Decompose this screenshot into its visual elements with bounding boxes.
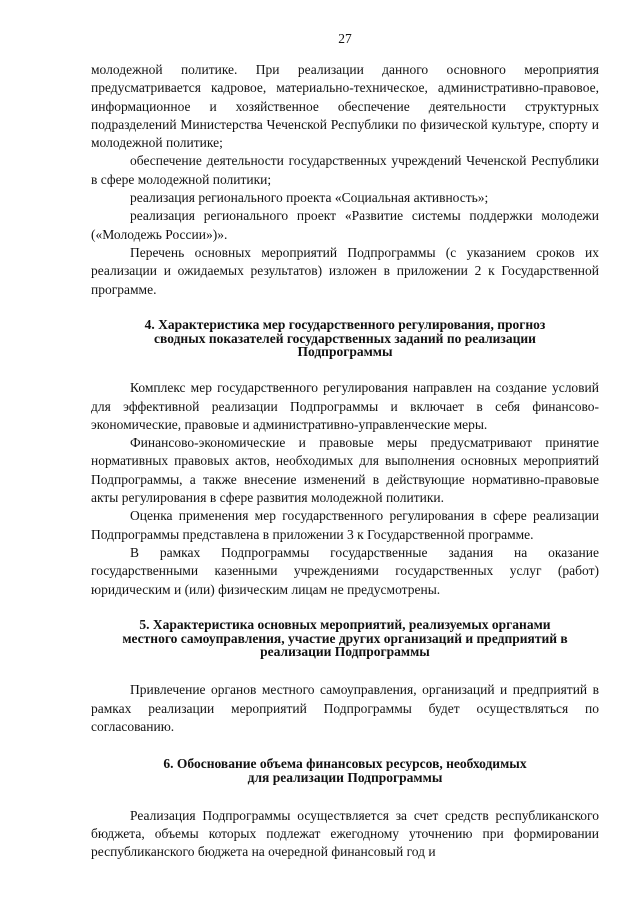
section-6-heading [91, 757, 599, 785]
section-4-paragraph: В рамках Подпрограммы государственные задания на оказание государственными казенными учреждениями государственных услуг (работ) юридическим и (или) физическим лицам не предусмотрены. [91, 544, 599, 597]
section-4-paragraph: Финансово-экономические и правовые меры предусматривают принятие нормативных правовых актов, необходимых для выполнения основных мероприятий Подпрограммы, а также внесение изменений в действующие нормативно-правовые акты регулирования в сфере развития молодежной политики. [91, 435, 599, 506]
document-page [91, 0, 599, 905]
section-6-paragraph: Реализация Подпрограммы осуществляется за счет средств республиканского бюджета, объемы которых подлежат ежегодному уточнению при формировании республиканского бюджета на очередной финансовый год и [91, 807, 599, 860]
section-6-heading-line: для реализации Подпрограммы [247, 769, 443, 785]
section-4-heading-line: сводных показателей государственных заданий по реализации [154, 330, 536, 346]
section-5-heading-line: реализации Подпрограммы [260, 644, 430, 660]
paragraph-activity-support: обеспечение деятельности государственных учреждений Чеченской Республики в сфере молодежной политики; [91, 153, 599, 187]
section-6-heading-line: 6. Обоснование объема финансовых ресурсов, необходимых [163, 756, 527, 772]
section-4-heading-line: Подпрограммы [297, 344, 393, 360]
section-4-paragraph: Оценка применения мер государственного регулирования в сфере реализации Подпрограммы представлена в приложении 3 к Государственной программе. [91, 508, 599, 542]
paragraph-measures-list: Перечень основных мероприятий Подпрограммы (с указанием сроков их реализации и ожидаемых результатов) изложен в приложении 2 к Государственной программе. [91, 244, 599, 297]
paragraph-regional-project-youth: реализация регионального проект «Развитие системы поддержки молодежи («Молодежь России»)». [91, 208, 599, 242]
section-5-heading [91, 618, 599, 659]
paragraph-continuation: молодежной политике. При реализации данного основного мероприятия предусматривается кадровое, материально-техническое, административно-правовое, информационное и хозяйственное обеспечение деятельности структурных подразделений Министерства Чеченской Республики по физической культуре, спорту и молодежной политике; [91, 62, 599, 151]
section-5-paragraph: Привлечение органов местного самоуправления, организаций и предприятий в рамках реализации мероприятий Подпрограммы будет осуществляться по согласованию. [91, 682, 599, 734]
paragraph-regional-project-social: реализация регионального проекта «Социальная активность»; [130, 190, 489, 206]
section-4-paragraph: Комплекс мер государственного регулирования направлен на создание условий для эффективной реализации Подпрограммы и включает в себя финансово-экономические, правовые и административно-управленческие меры. [91, 380, 599, 432]
section-4-heading-line: 4. Характеристика мер государственного регулирования, прогноз [144, 316, 546, 332]
section-5-heading-line: 5. Характеристика основных мероприятий, реализуемых органами [139, 616, 551, 632]
document-body [91, 61, 599, 862]
section-5-heading-line: местного самоуправления, участие других организаций и предприятий в [122, 630, 568, 646]
page-number: 27 [338, 31, 352, 46]
section-4-heading [91, 318, 599, 359]
